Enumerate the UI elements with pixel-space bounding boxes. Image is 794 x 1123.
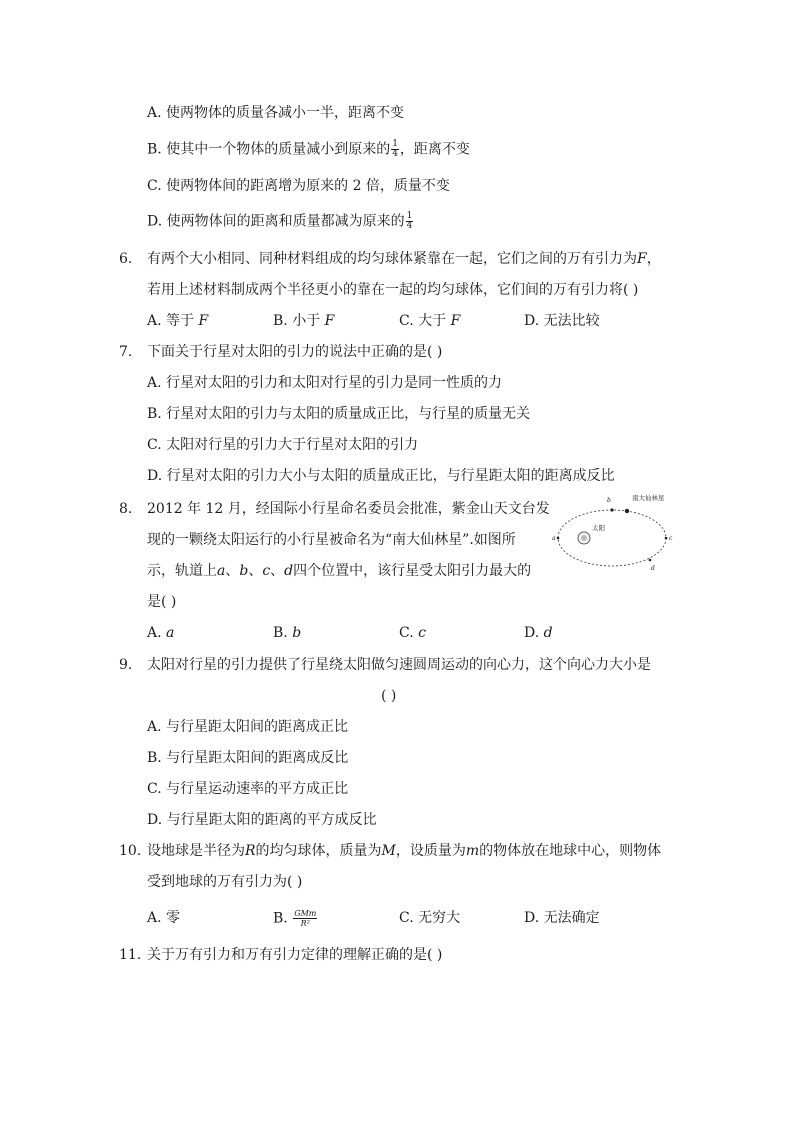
q10-var-m-lower: m [465,843,480,859]
q8-stem-line4: 是( ) [147,594,177,610]
q7-option-b: B. 行星对太阳的引力与太阳的质量成正比，与行星的质量无关 [147,406,531,422]
q8-var-a: a [217,563,226,579]
q6-option-d: D. 无法比较 [524,313,600,329]
q5-option-b-text: B. 使其中一个物体的质量减小到原来的 [147,141,391,158]
q6-var-f: F [637,251,647,267]
q6-stem-line2: 若用上述材料制成两个半径更小的靠在一起的均匀球体，它们间的万有引力将( ) [147,282,639,298]
q10-stem-text-3: ，设质量为 [395,843,466,859]
point-b-label: b [607,497,611,504]
planet-label: 南大仙林星 [632,494,665,502]
q6-stem-line1 [147,250,661,268]
fraction-numerator: 1 [392,139,398,149]
q5-option-d-fraction [406,212,414,231]
point-a-marker [557,537,560,540]
q6-option-c-label: C. 大于 [399,313,447,329]
q11-stem: 关于万有引力和万有引力定律的理解正确的是( ) [147,947,443,963]
q9-option-c: C. 与行星运动速率的平方成正比 [147,781,349,797]
sun-core-icon [581,535,587,541]
q10-option-b-formula [293,909,317,928]
q5-option-a: A. 使两物体的质量各减小一半，距离不变 [147,105,405,121]
q10-var-r: R [245,843,256,859]
q8-var-b: b [239,563,249,579]
formula-denominator: R² [300,919,310,928]
q6-option-a-var: F [198,313,209,329]
q10-stem-line1 [147,842,661,860]
q5-option-b [147,140,470,159]
q8-stem-line1: 2012 年 12 月，经国际小行星命名委员会批准，紫金山天文台发 [147,501,550,517]
q5-option-b-fraction [391,140,399,159]
q6-stem-comma: ， [646,251,661,267]
q5-option-c: C. 使两物体间的距离增为原来的 2 倍，质量不变 [147,178,450,194]
q7-option-d: D. 行星对太阳的引力大小与太阳的质量成正比，与行星距太阳的距离成反比 [147,468,615,484]
point-b-marker [610,508,613,511]
q8-stem-tail: 四个位置中，该行星受太阳引力最大的 [293,563,532,579]
q8-option-b-var: b [292,625,302,641]
q6-option-c [399,312,460,330]
fraction-numerator: 1 [406,211,413,221]
q8-sep: 、 [248,563,263,579]
q8-option-d-label: D. [524,625,540,641]
q9-stem: 太阳对行星的引力提供了行星绕太阳做匀速圆周运动的向心力，这个向心力大小是 [147,657,651,673]
q6-option-b-label: B. 小于 [273,313,321,329]
q6-option-b [273,312,334,330]
q10-stem-text-2: 的均匀球体，质量为 [255,843,382,859]
q8-sep: 、 [270,563,285,579]
q10-stem-text-4: 的物体放在地球中心，则物体 [479,843,662,859]
q8-var-d: d [284,563,294,579]
q7-number: 7. [119,344,133,360]
q5-option-b-tail: ，距离不变 [399,141,470,158]
q10-number: 10. [119,843,142,859]
q10-option-b-label: B. [273,910,288,927]
point-c-marker [665,537,668,540]
q5-option-d-text: D. 使两物体间的距离和质量都减为原来的 [147,213,405,230]
q9-option-d: D. 与行星距太阳的距离的平方成反比 [147,812,377,828]
point-c-label: c [669,535,673,542]
q10-option-d: D. 无法确定 [524,910,600,926]
q8-number: 8. [119,501,133,517]
orbit-ellipse [558,510,666,566]
q5-option-d [147,212,414,231]
formula-numerator: GMm [294,909,317,918]
q8-sep: 、 [225,563,240,579]
q10-option-b [273,909,318,928]
q9-number: 9. [119,657,133,673]
q8-option-c-label: C. [399,625,414,641]
q9-option-b: B. 与行星距太阳间的距离成反比 [147,750,349,766]
q7-stem: 下面关于行星对太阳的引力的说法中正确的是( ) [147,344,443,360]
point-d-label: d [651,565,655,572]
q9-answer-paren: ( ) [381,688,397,704]
q8-option-d-var: d [543,625,553,641]
q6-stem-text: 有两个大小相同、同种材料组成的均匀球体紧靠在一起，它们之间的万有引力为 [147,251,637,267]
q10-var-m-upper: M [381,843,396,859]
q8-option-d [524,624,553,642]
q10-option-c: C. 无穷大 [399,910,461,926]
fraction-denominator: 4 [406,221,413,231]
q8-option-c [399,624,426,642]
q8-option-a [147,624,174,642]
q8-stem-line2: 现的一颗绕太阳运行的小行星被命名为“南大仙林星”.如图所 [147,532,516,548]
q7-option-a: A. 行星对太阳的引力和太阳对行星的引力是同一性质的力 [147,375,503,391]
fraction-denominator: 4 [392,149,398,159]
q8-option-a-var: a [166,625,175,641]
q7-option-c: C. 太阳对行星的引力大于行星对太阳的引力 [147,437,419,453]
q6-option-c-var: F [450,313,461,329]
q8-option-b [273,624,301,642]
q6-option-b-var: F [324,313,335,329]
q6-option-a-label: A. 等于 [147,313,195,329]
q10-stem-line2: 受到地球的万有引力为( ) [147,874,303,890]
q8-stem-line3 [147,562,531,580]
sun-label: 太阳 [592,524,605,532]
q10-stem-text-1: 设地球是半径为 [147,843,245,859]
q11-number: 11. [119,947,142,963]
q10-option-a: A. 零 [147,910,181,926]
planet-icon [625,509,629,513]
q8-option-c-var: c [418,625,426,641]
orbit-diagram [550,490,675,572]
q9-option-a: A. 与行星距太阳间的距离成正比 [147,719,349,735]
q8-option-a-label: A. [147,625,162,641]
point-d-marker [649,559,652,562]
q8-stem-text: 示，轨道上 [147,563,217,579]
q8-option-b-label: B. [273,625,288,641]
q6-option-a [147,312,208,330]
point-a-label: a [552,535,556,542]
q6-number: 6. [119,251,133,267]
q8-var-c: c [262,563,271,579]
